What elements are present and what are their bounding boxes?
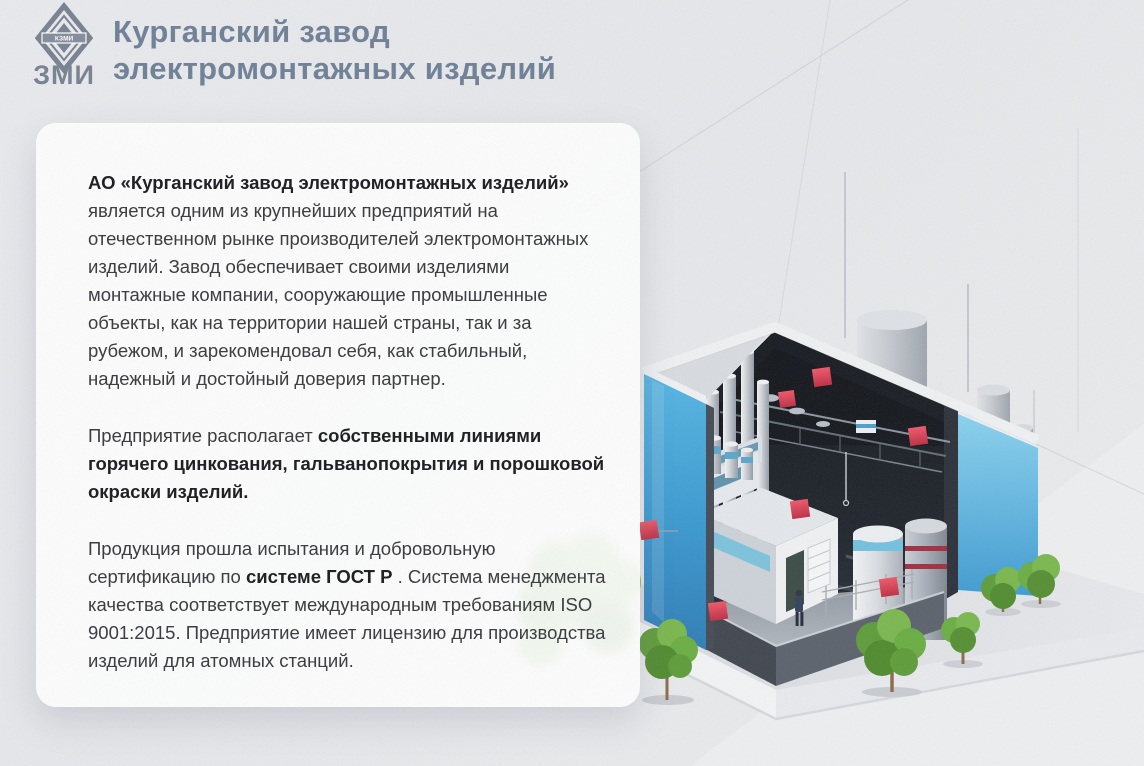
facilities-bold: собственными линиями горячего цинкования, гальванопокрытия и порошковой окраски изделий. <box>88 425 605 502</box>
company-name-bold: АО «Курганский завод электромонтажных изделий» <box>88 172 569 193</box>
red-marker <box>812 367 832 387</box>
certification-lead: Продукция прошла испытания и добровольную сертификацию по <box>88 538 496 587</box>
paragraph-facilities <box>88 422 612 506</box>
page-title-line1: Курганский завод <box>113 14 390 49</box>
certification-bold: системе ГОСТ Р <box>245 566 393 587</box>
facilities-lead: Предприятие располагает <box>88 425 318 446</box>
page-title-line2: электромонтажных изделий <box>113 51 557 86</box>
info-card <box>36 123 640 707</box>
paragraph-company <box>88 169 612 393</box>
red-marker <box>790 499 810 519</box>
logo-abbr-text: ЗМИ <box>33 60 95 90</box>
logo-band-text: КЗМИ <box>54 35 74 43</box>
page-title <box>113 13 813 87</box>
red-marker <box>708 601 728 621</box>
red-marker <box>639 520 659 540</box>
red-marker <box>778 390 796 408</box>
kzemi-logo <box>26 2 102 94</box>
red-marker <box>879 577 899 597</box>
red-marker <box>908 426 928 446</box>
paragraph-certification <box>88 535 612 675</box>
certification-rest: . Система менеджмента качества соответствует международным требованиям ISO 9001:2015. Предприятие имеет лицензию для производства изделий для атомных станций. <box>88 566 606 671</box>
company-description: является одним из крупнейших предприятий на отечественном рынке производителей электромонтажных изделий. Завод обеспечивает своими изделиями монтажные компании, сооружающие промышленные объекты, как на территории нашей страны, так и за рубежом, и зарекомендовал себя, как стабильный, надежный и достойный доверия партнер. <box>88 200 589 389</box>
info-card-body <box>36 123 640 675</box>
